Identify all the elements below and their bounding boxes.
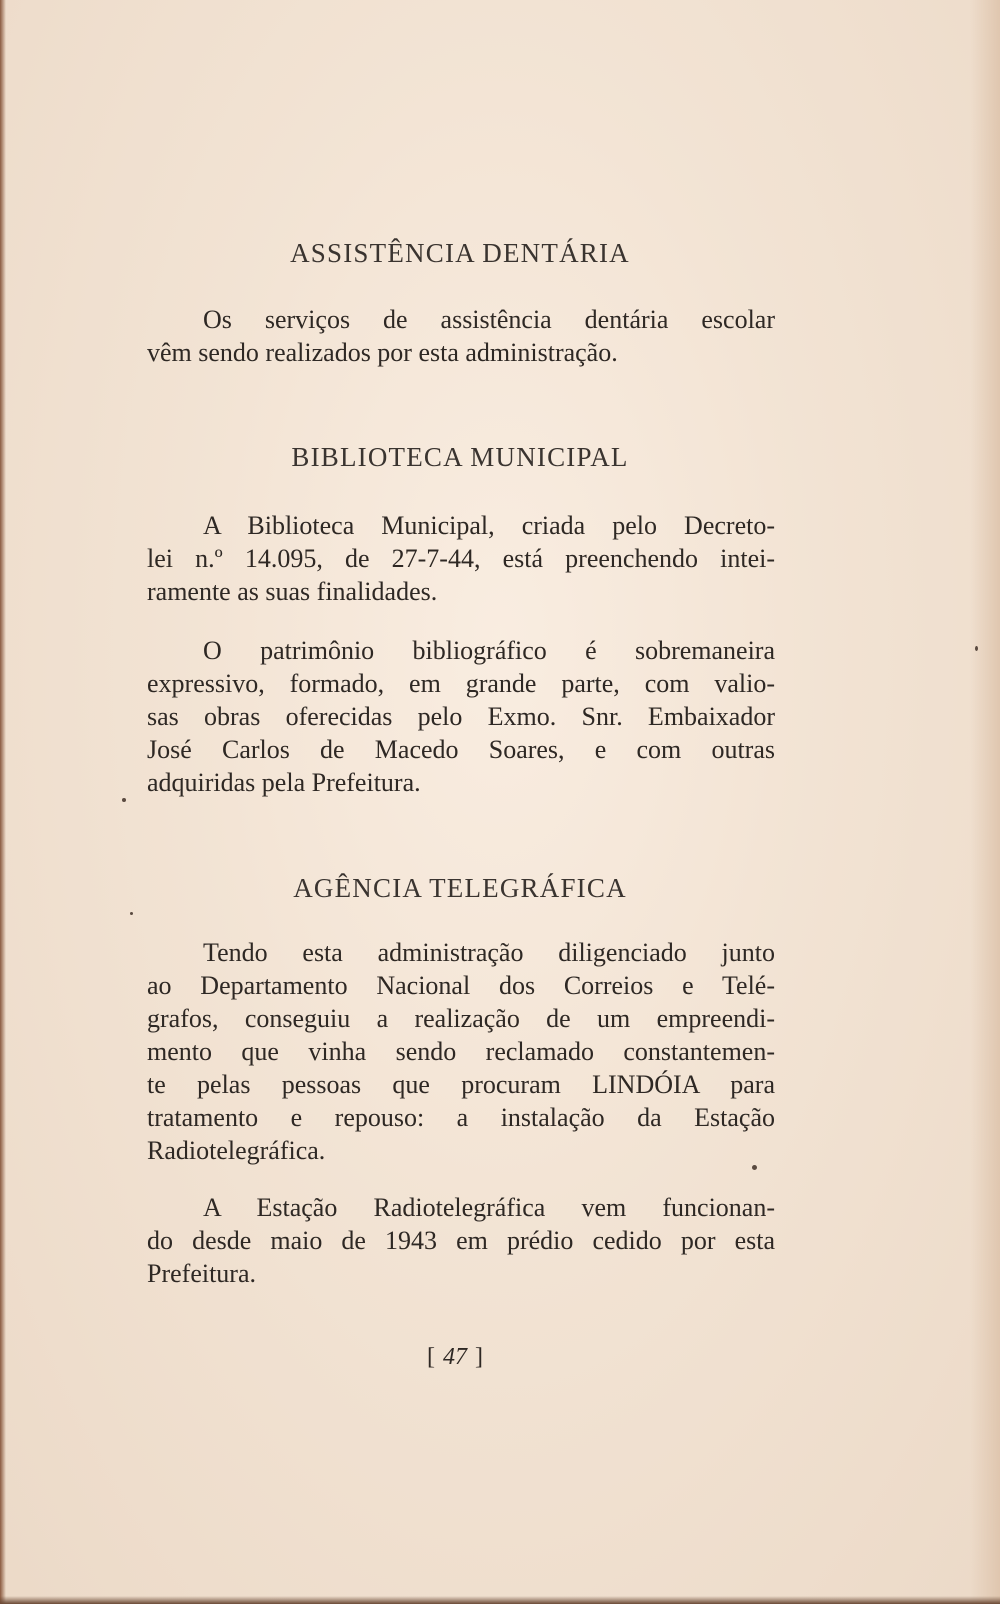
text-line: expressivo, formado, em grande parte, com valio- xyxy=(147,669,775,698)
page-bottom-edge xyxy=(0,1596,1000,1604)
section-heading-agencia-telegrafica: AGÊNCIA TELEGRÁFICA xyxy=(293,873,627,903)
text-line: grafos, conseguiu a realização de um empreendi- xyxy=(147,1004,775,1033)
section-heading-assistencia-dentaria: ASSISTÊNCIA DENTÁRIA xyxy=(290,238,630,268)
text-line: ramente as suas finalidades. xyxy=(147,577,438,606)
text-line: Os serviços de assistência dentária escolar xyxy=(203,305,775,334)
text-line: O patrimônio bibliográfico é sobremaneira xyxy=(203,636,775,665)
text-line: lei n.º 14.095, de 27-7-44, está preenchendo intei- xyxy=(147,544,775,573)
text-line: ao Departamento Nacional dos Correios e Telé- xyxy=(147,971,775,1000)
paragraph-agencia-funcionamento xyxy=(147,1191,775,1290)
paragraph-agencia-instalacao xyxy=(147,936,775,1167)
paragraph-biblioteca-criacao xyxy=(147,509,775,608)
text-line: mento que vinha sendo reclamado constantemen- xyxy=(147,1037,775,1066)
paragraph-biblioteca-patrimonio xyxy=(147,634,775,799)
page-number-value: 47 xyxy=(443,1344,467,1370)
text-line: adquiridas pela Prefeitura. xyxy=(147,768,421,797)
section-heading-biblioteca-municipal: BIBLIOTECA MUNICIPAL xyxy=(291,442,629,472)
text-line: sas obras oferecidas pelo Exmo. Snr. Embaixador xyxy=(147,702,775,731)
text-line: te pelas pessoas que procuram LINDÓIA para xyxy=(147,1070,775,1099)
text-line: tratamento e repouso: a instalação da Estação xyxy=(147,1103,775,1132)
page-number-close-bracket: ] xyxy=(475,1344,483,1370)
text-line: Prefeitura. xyxy=(147,1259,257,1288)
page-right-edge xyxy=(970,0,1000,1604)
paper-speck xyxy=(975,646,978,651)
page-number xyxy=(0,1344,910,1371)
text-line: A Biblioteca Municipal, criada pelo Decreto- xyxy=(203,511,775,540)
paragraph-assistencia-dentaria xyxy=(147,303,775,369)
paper-speck xyxy=(122,798,126,802)
text-line: vêm sendo realizados por esta administração. xyxy=(147,338,618,367)
text-line: José Carlos de Macedo Soares, e com outras xyxy=(147,735,775,764)
text-line: A Estação Radiotelegráfica vem funcionan- xyxy=(203,1193,775,1222)
text-line: Radiotelegráfica. xyxy=(147,1136,326,1165)
page-number-open-bracket: [ xyxy=(427,1344,435,1370)
text-line: do desde maio de 1943 em prédio cedido por esta xyxy=(147,1226,775,1255)
paper-speck xyxy=(130,912,133,915)
text-line: Tendo esta administração diligenciado junto xyxy=(203,938,775,967)
paper-speck xyxy=(752,1165,757,1170)
